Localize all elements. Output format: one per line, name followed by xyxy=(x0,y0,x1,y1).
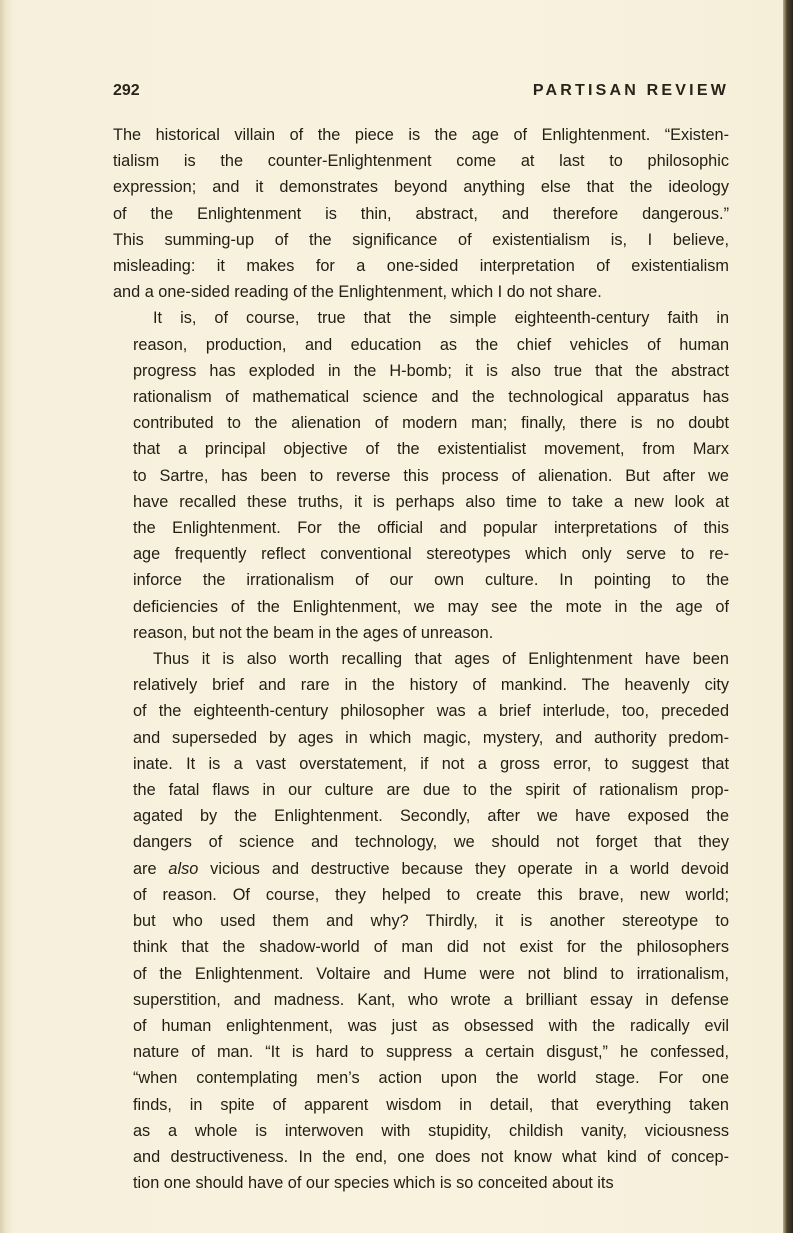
text-line: finds, in spite of apparent wisdom in detail, that everything taken xyxy=(133,1095,729,1114)
emphasis: also xyxy=(168,859,199,878)
text-line: that a principal objective of the existentialist movement, from Marx xyxy=(133,440,729,459)
text-line: reason, but not the beam in the ages of unreason. xyxy=(133,623,494,642)
text-line: think that the shadow-world of man did not exist for the philosophers xyxy=(133,938,729,957)
text-line: contributed to the alienation of modern man; finally, there is no doubt xyxy=(133,414,729,433)
text-line: “when contemplating men’s action upon the world stage. For one xyxy=(133,1069,729,1088)
running-head: PARTISAN REVIEW xyxy=(532,82,729,99)
text-line: progress has exploded in the H-bomb; it is also true that the abstract xyxy=(133,361,729,380)
paragraph xyxy=(113,305,729,646)
text-line: of reason. Of course, they helped to create this brave, new world; xyxy=(133,885,729,904)
text-line: dangers of science and technology, we should not forget that they xyxy=(133,833,729,852)
text-line: deficiencies of the Enlightenment, we may see the mote in the age of xyxy=(133,597,729,616)
text-line: agated by the Enlightenment. Secondly, after we have exposed the xyxy=(133,807,729,826)
text-line: superstition, and madness. Kant, who wrote a brilliant essay in defense xyxy=(133,990,729,1009)
text-line: relatively brief and rare in the history of mankind. The heavenly city xyxy=(133,676,729,695)
text-line: This summing-up of the significance of existentialism is, I believe, xyxy=(113,230,729,249)
text-line: and superseded by ages in which magic, mystery, and authority predom- xyxy=(133,728,729,747)
text-line: but who used them and why? Thirdly, it is another stereotype to xyxy=(133,912,729,931)
text-line: of the Enlightenment. Voltaire and Hume were not blind to irrationalism, xyxy=(133,964,729,983)
text-line: tialism is the counter-Enlightenment come at last to philosophic xyxy=(113,152,729,171)
text-line: nature of man. “It is hard to suppress a certain disgust,” he confessed, xyxy=(133,1043,729,1062)
paragraph xyxy=(113,646,729,1196)
paragraph xyxy=(113,122,729,305)
book-spine-shadow xyxy=(783,0,793,1233)
page-number: 292 xyxy=(113,82,140,99)
text-line: the fatal flaws in our culture are due to the spirit of rationalism prop- xyxy=(133,781,729,800)
text-line: Thus it is also worth recalling that ages of Enlightenment have been xyxy=(153,650,729,669)
text-line: and a one-sided reading of the Enlightenment, which I do not share. xyxy=(113,283,602,302)
text-line: rationalism of mathematical science and the technological apparatus has xyxy=(133,388,729,407)
text-line: misleading: it makes for a one-sided interpretation of existentialism xyxy=(113,257,729,276)
text-line: the Enlightenment. For the official and popular interpretations of this xyxy=(133,519,729,538)
page-header xyxy=(113,82,729,106)
text-line: as a whole is interwoven with stupidity, childish vanity, viciousness xyxy=(133,1121,729,1140)
text-line: have recalled these truths, it is perhaps also time to take a new look at xyxy=(133,492,729,511)
body-text xyxy=(113,122,729,1196)
text-line: tion one should have of our species which is so conceited about its xyxy=(133,1174,614,1193)
text-line: expression; and it demonstrates beyond anything else that the ideology xyxy=(113,178,729,197)
text-line: of the eighteenth-century philosopher was a brief interlude, too, preceded xyxy=(133,702,729,721)
text-line: inforce the irrationalism of our own culture. In pointing to the xyxy=(133,571,729,590)
text-line: to Sartre, has been to reverse this process of alienation. But after we xyxy=(133,466,729,485)
text-line: It is, of course, true that the simple eighteenth-century faith in xyxy=(153,309,729,328)
text-line: reason, production, and education as the chief vehicles of human xyxy=(133,335,729,354)
text-line: and destructiveness. In the end, one does not know what kind of concep- xyxy=(133,1147,729,1166)
text-line: The historical villain of the piece is the age of Enlightenment. “Existen- xyxy=(113,126,729,144)
text-line: of human enlightenment, was just as obsessed with the radically evil xyxy=(133,1016,729,1035)
text-line: inate. It is a vast overstatement, if not a gross error, to suggest that xyxy=(133,754,729,773)
text-line: of the Enlightenment is thin, abstract, and therefore dangerous.” xyxy=(113,204,729,223)
text-line: age frequently reflect conventional stereotypes which only serve to re- xyxy=(133,545,729,564)
text-line: are also vicious and destructive because they operate in a world devoid xyxy=(133,859,729,878)
